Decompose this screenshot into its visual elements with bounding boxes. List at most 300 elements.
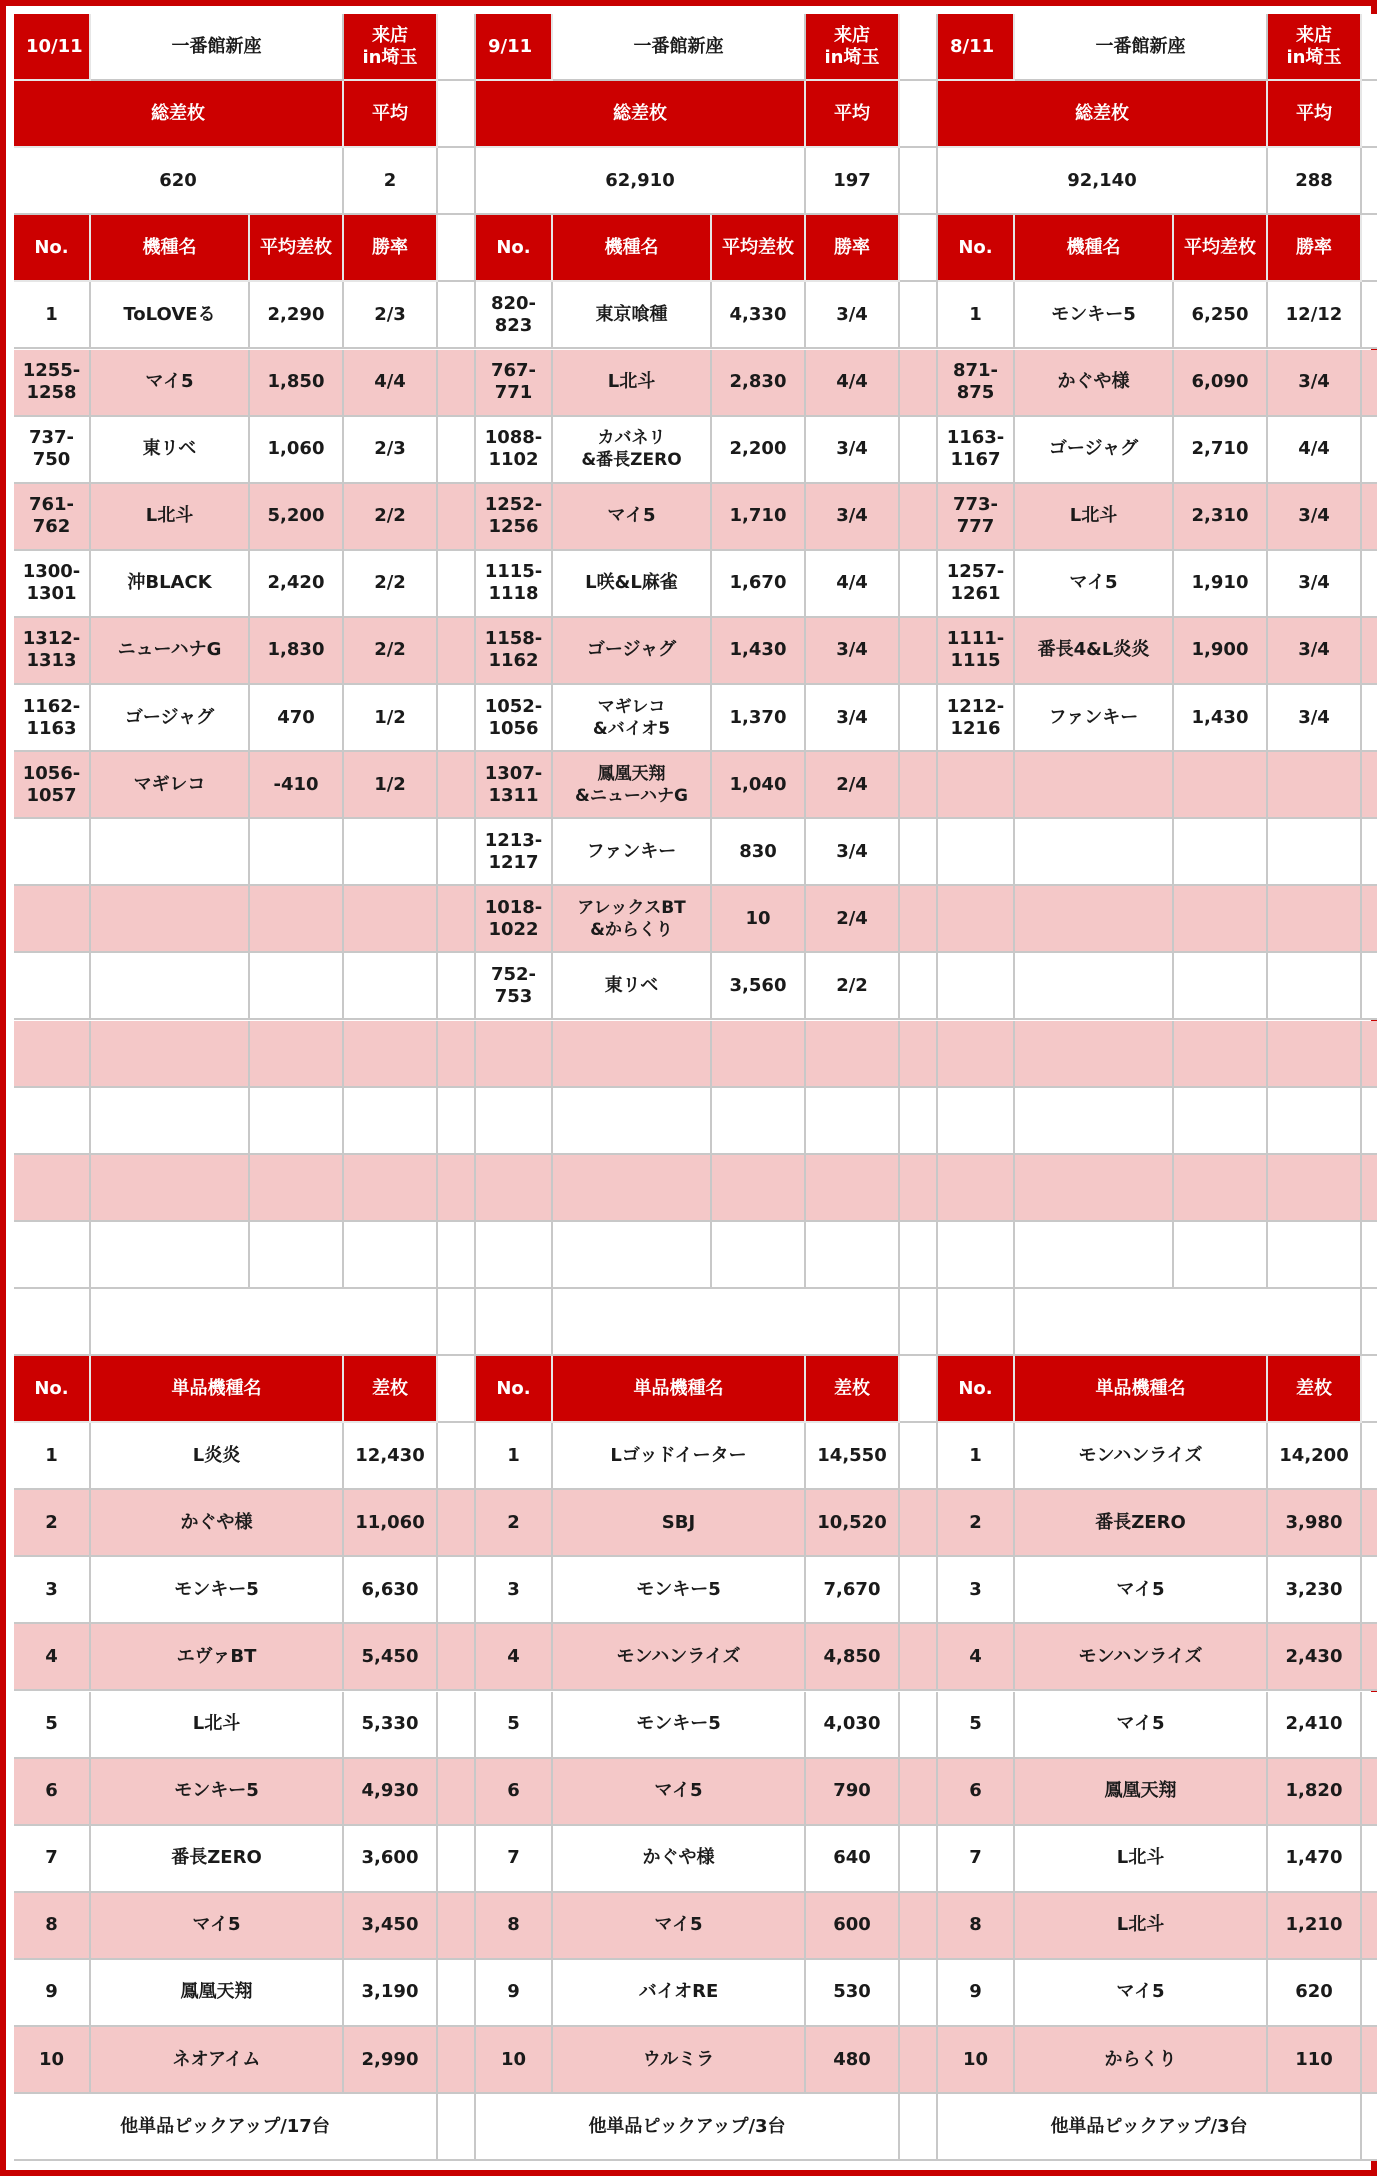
win-rate-header: 勝率	[344, 215, 438, 282]
average-value: 197	[806, 148, 900, 215]
single-diff: 530	[806, 1960, 900, 2027]
single-machine-name: モンハンライズ	[553, 1624, 806, 1691]
machine-avg-diff: 3,560	[712, 953, 806, 1020]
machine-win-rate	[344, 886, 438, 953]
machine-win-rate: 2/3	[344, 282, 438, 349]
spacer-cell	[900, 282, 938, 349]
machine-name: L咲&L麻雀	[553, 551, 712, 618]
single-diff: 640	[806, 1826, 900, 1893]
machine-name: L北斗	[1015, 484, 1174, 551]
spacer-cell	[438, 417, 476, 484]
spacer-cell	[438, 1557, 476, 1624]
machine-avg-diff	[1174, 1222, 1268, 1289]
single-machine-name: マイ5	[553, 1893, 806, 1960]
machine-avg-diff	[250, 1155, 344, 1222]
machine-name: ニューハナG	[91, 618, 250, 685]
machine-no	[938, 1155, 1015, 1222]
machine-win-rate: 2/2	[806, 953, 900, 1020]
machine-name: アレックスBT &からくり	[553, 886, 712, 953]
machine-name: 番長4&L炎炎	[1015, 618, 1174, 685]
machine-no: 1162- 1163	[14, 685, 91, 752]
machine-win-rate: 3/4	[806, 282, 900, 349]
single-diff: 4,030	[806, 1692, 900, 1759]
machine-win-rate: 3/4	[1268, 551, 1362, 618]
machine-name: 沖BLACK	[91, 551, 250, 618]
machine-no	[476, 1155, 553, 1222]
machine-avg-diff	[1174, 1021, 1268, 1088]
single-machine-name: モンキー5	[553, 1557, 806, 1624]
single-rank: 9	[476, 1960, 553, 2027]
spacer-cell	[1362, 148, 1377, 215]
spacer-cell	[1362, 14, 1377, 81]
machine-no	[476, 1021, 553, 1088]
machine-name: ゴージャグ	[91, 685, 250, 752]
spacer-cell	[900, 1557, 938, 1624]
avg-diff-header: 平均差枚	[712, 215, 806, 282]
machine-no	[14, 1088, 91, 1155]
machine-no: 871- 875	[938, 350, 1015, 417]
machine-name	[91, 1155, 250, 1222]
machine-win-rate	[1268, 819, 1362, 886]
machine-avg-diff: 1,670	[712, 551, 806, 618]
spacer-cell	[1362, 1692, 1377, 1759]
machine-name: ファンキー	[1015, 685, 1174, 752]
spacer-cell	[438, 1155, 476, 1222]
machine-name	[1015, 953, 1174, 1020]
table-row-blank	[91, 1289, 438, 1356]
machine-name: マギレコ &バイオ5	[553, 685, 712, 752]
spacer-cell	[1362, 1423, 1377, 1490]
total-diff-label: 総差枚	[476, 81, 806, 148]
machine-no	[938, 953, 1015, 1020]
single-diff: 14,550	[806, 1423, 900, 1490]
single-machine-name: マイ5	[1015, 1557, 1268, 1624]
spacer-cell	[900, 819, 938, 886]
machine-avg-diff: 1,060	[250, 417, 344, 484]
spacer-cell	[1362, 1624, 1377, 1691]
single-rank: 9	[14, 1960, 91, 2027]
machine-name	[1015, 752, 1174, 819]
machine-no: 1163- 1167	[938, 417, 1015, 484]
machine-avg-diff	[1174, 1155, 1268, 1222]
single-diff: 5,330	[344, 1692, 438, 1759]
spacer-cell	[438, 685, 476, 752]
machine-avg-diff: 5,200	[250, 484, 344, 551]
single-rank: 3	[14, 1557, 91, 1624]
single-name-header: 単品機種名	[1015, 1356, 1268, 1423]
machine-name: ゴージャグ	[553, 618, 712, 685]
spacer-cell	[438, 81, 476, 148]
machine-no: 767- 771	[476, 350, 553, 417]
machine-no-header: No.	[476, 215, 553, 282]
single-rank: 1	[938, 1423, 1015, 1490]
single-machine-name: からくり	[1015, 2027, 1268, 2094]
machine-avg-diff	[712, 1222, 806, 1289]
machine-no	[476, 1088, 553, 1155]
store-name: 一番館新座	[553, 14, 806, 81]
single-diff: 2,990	[344, 2027, 438, 2094]
single-rank: 1	[476, 1423, 553, 1490]
average-label: 平均	[1268, 81, 1362, 148]
single-diff: 600	[806, 1893, 900, 1960]
machine-no: 1052- 1056	[476, 685, 553, 752]
spacer-cell	[1362, 1893, 1377, 1960]
machine-win-rate	[1268, 1088, 1362, 1155]
spacer-cell	[438, 1222, 476, 1289]
machine-name-header: 機種名	[91, 215, 250, 282]
spacer-cell	[900, 2027, 938, 2094]
machine-win-rate: 3/4	[1268, 618, 1362, 685]
single-machine-name: L北斗	[91, 1692, 344, 1759]
spacer-cell	[1362, 1557, 1377, 1624]
machine-avg-diff: 830	[712, 819, 806, 886]
machine-no: 1300- 1301	[14, 551, 91, 618]
spacer-cell	[438, 350, 476, 417]
machine-win-rate: 3/4	[806, 618, 900, 685]
machine-avg-diff: 1,710	[712, 484, 806, 551]
average-label: 平均	[806, 81, 900, 148]
machine-avg-diff	[250, 1021, 344, 1088]
single-no-header: No.	[476, 1356, 553, 1423]
table-row-blank	[553, 1289, 900, 1356]
single-diff: 1,820	[1268, 1759, 1362, 1826]
spacer-cell	[900, 1423, 938, 1490]
machine-no	[938, 1021, 1015, 1088]
machine-win-rate: 4/4	[806, 350, 900, 417]
spacer-cell	[438, 2027, 476, 2094]
machine-no: 737- 750	[14, 417, 91, 484]
machine-win-rate: 4/4	[1268, 417, 1362, 484]
single-rank: 2	[938, 1490, 1015, 1557]
spacer-cell	[438, 2094, 476, 2161]
single-diff: 110	[1268, 2027, 1362, 2094]
machine-avg-diff	[1174, 953, 1268, 1020]
spacer-cell	[900, 2094, 938, 2161]
spacer-cell	[900, 1893, 938, 1960]
single-machine-name: 番長ZERO	[91, 1826, 344, 1893]
machine-no: 1252- 1256	[476, 484, 553, 551]
machine-no: 1213- 1217	[476, 819, 553, 886]
table-row-blank	[476, 1289, 553, 1356]
single-diff-header: 差枚	[344, 1356, 438, 1423]
single-rank: 10	[938, 2027, 1015, 2094]
machine-name	[553, 1088, 712, 1155]
spacer-cell	[900, 1692, 938, 1759]
machine-win-rate	[806, 1155, 900, 1222]
machine-no: 1312- 1313	[14, 618, 91, 685]
machine-name: マギレコ	[91, 752, 250, 819]
single-machine-name: Lゴッドイーター	[553, 1423, 806, 1490]
single-rank: 5	[938, 1692, 1015, 1759]
spacer-cell	[1362, 1155, 1377, 1222]
machine-avg-diff: 1,900	[1174, 618, 1268, 685]
single-rank: 5	[476, 1692, 553, 1759]
panel-date: 10/11	[14, 14, 91, 81]
single-rank: 4	[476, 1624, 553, 1691]
table-row-blank	[1015, 1289, 1362, 1356]
machine-win-rate	[344, 953, 438, 1020]
panel-date: 8/11	[938, 14, 1015, 81]
single-diff: 4,850	[806, 1624, 900, 1691]
single-machine-name: L北斗	[1015, 1826, 1268, 1893]
machine-avg-diff: 2,310	[1174, 484, 1268, 551]
single-diff: 790	[806, 1759, 900, 1826]
machine-avg-diff: 2,290	[250, 282, 344, 349]
machine-name-header: 機種名	[553, 215, 712, 282]
single-machine-name: SBJ	[553, 1490, 806, 1557]
single-diff: 3,980	[1268, 1490, 1362, 1557]
machine-win-rate: 2/3	[344, 417, 438, 484]
spacer-cell	[1362, 1289, 1377, 1356]
spacer-cell	[900, 81, 938, 148]
machine-avg-diff: 1,910	[1174, 551, 1268, 618]
spacer-cell	[900, 484, 938, 551]
spacer-cell	[900, 148, 938, 215]
spacer-cell	[900, 953, 938, 1020]
spacer-cell	[438, 282, 476, 349]
machine-name: ゴージャグ	[1015, 417, 1174, 484]
spacer-cell	[900, 1624, 938, 1691]
machine-avg-diff: 1,830	[250, 618, 344, 685]
spacer-cell	[1362, 350, 1377, 417]
total-diff-value: 620	[14, 148, 344, 215]
machine-win-rate: 3/4	[806, 685, 900, 752]
machine-avg-diff	[712, 1021, 806, 1088]
machine-no	[14, 1222, 91, 1289]
single-diff: 2,410	[1268, 1692, 1362, 1759]
spacer-cell	[1362, 81, 1377, 148]
machine-win-rate	[806, 1088, 900, 1155]
single-rank: 7	[476, 1826, 553, 1893]
single-no-header: No.	[938, 1356, 1015, 1423]
machine-win-rate: 3/4	[806, 819, 900, 886]
machine-avg-diff: -410	[250, 752, 344, 819]
machine-win-rate: 2/2	[344, 618, 438, 685]
spacer-cell	[438, 484, 476, 551]
average-label: 平均	[344, 81, 438, 148]
machine-name: 東リベ	[553, 953, 712, 1020]
machine-no: 1056- 1057	[14, 752, 91, 819]
spacer-cell	[900, 1960, 938, 2027]
spacer-cell	[900, 417, 938, 484]
spacer-cell	[1362, 2027, 1377, 2094]
spacer-cell	[438, 215, 476, 282]
machine-name: モンキー5	[1015, 282, 1174, 349]
single-diff: 6,630	[344, 1557, 438, 1624]
single-diff: 1,210	[1268, 1893, 1362, 1960]
spacer-cell	[438, 1759, 476, 1826]
single-machine-name: エヴァBT	[91, 1624, 344, 1691]
machine-name: マイ5	[1015, 551, 1174, 618]
spacer-cell	[438, 1692, 476, 1759]
single-rank: 1	[14, 1423, 91, 1490]
machine-name	[91, 1222, 250, 1289]
machine-name: マイ5	[91, 350, 250, 417]
machine-avg-diff	[250, 819, 344, 886]
spacer-cell	[900, 1021, 938, 1088]
machine-win-rate	[344, 1021, 438, 1088]
spacer-cell	[438, 1826, 476, 1893]
spacer-cell	[900, 618, 938, 685]
spacer-cell	[1362, 2094, 1377, 2161]
single-machine-name: ウルミラ	[553, 2027, 806, 2094]
machine-win-rate: 2/4	[806, 886, 900, 953]
single-diff-header: 差枚	[806, 1356, 900, 1423]
machine-no-header: No.	[938, 215, 1015, 282]
machine-no	[14, 819, 91, 886]
spacer-cell	[438, 1021, 476, 1088]
machine-win-rate: 3/4	[1268, 484, 1362, 551]
spacer-cell	[1362, 819, 1377, 886]
machine-no: 752- 753	[476, 953, 553, 1020]
machine-no	[938, 1222, 1015, 1289]
machine-avg-diff	[1174, 1088, 1268, 1155]
machine-avg-diff	[250, 886, 344, 953]
spacer-cell	[438, 1423, 476, 1490]
spacer-cell	[1362, 1356, 1377, 1423]
machine-win-rate	[1268, 752, 1362, 819]
machine-name	[553, 1155, 712, 1222]
single-rank: 6	[938, 1759, 1015, 1826]
spacer-cell	[1362, 484, 1377, 551]
machine-no	[938, 1088, 1015, 1155]
machine-no	[938, 819, 1015, 886]
spacer-cell	[1362, 417, 1377, 484]
machine-win-rate: 3/4	[806, 417, 900, 484]
single-machine-name: モンハンライズ	[1015, 1624, 1268, 1691]
machine-no: 1	[14, 282, 91, 349]
machine-no: 1158- 1162	[476, 618, 553, 685]
machine-win-rate	[344, 1088, 438, 1155]
machine-avg-diff: 1,430	[712, 618, 806, 685]
machine-name: かぐや様	[1015, 350, 1174, 417]
single-machine-name: ネオアイム	[91, 2027, 344, 2094]
single-name-header: 単品機種名	[553, 1356, 806, 1423]
machine-no: 1	[938, 282, 1015, 349]
machine-no: 1255- 1258	[14, 350, 91, 417]
machine-name	[91, 1021, 250, 1088]
machine-avg-diff: 2,710	[1174, 417, 1268, 484]
single-rank: 7	[938, 1826, 1015, 1893]
machine-avg-diff	[1174, 886, 1268, 953]
machine-avg-diff	[712, 1088, 806, 1155]
machine-no	[14, 1155, 91, 1222]
win-rate-header: 勝率	[1268, 215, 1362, 282]
machine-win-rate	[806, 1021, 900, 1088]
single-rank: 6	[476, 1759, 553, 1826]
spacer-cell	[900, 1759, 938, 1826]
machine-name: 東京喰種	[553, 282, 712, 349]
spacer-cell	[1362, 1826, 1377, 1893]
single-machine-name: モンハンライズ	[1015, 1423, 1268, 1490]
machine-no: 1111- 1115	[938, 618, 1015, 685]
spacer-cell	[1362, 551, 1377, 618]
single-name-header: 単品機種名	[91, 1356, 344, 1423]
single-rank: 4	[14, 1624, 91, 1691]
single-machine-name: マイ5	[553, 1759, 806, 1826]
machine-no: 1212- 1216	[938, 685, 1015, 752]
spacer-cell	[900, 1826, 938, 1893]
spacer-cell	[438, 1624, 476, 1691]
spacer-cell	[900, 1289, 938, 1356]
machine-avg-diff: 1,040	[712, 752, 806, 819]
single-diff: 3,230	[1268, 1557, 1362, 1624]
machine-no-header: No.	[14, 215, 91, 282]
machine-avg-diff: 6,250	[1174, 282, 1268, 349]
machine-name: ToLOVEる	[91, 282, 250, 349]
spacer-cell	[438, 618, 476, 685]
single-machine-name: バイオRE	[553, 1960, 806, 2027]
single-diff: 5,450	[344, 1624, 438, 1691]
machine-avg-diff	[250, 1088, 344, 1155]
machine-win-rate: 3/4	[1268, 685, 1362, 752]
spacer-cell	[438, 819, 476, 886]
machine-name	[1015, 1088, 1174, 1155]
machine-avg-diff	[1174, 752, 1268, 819]
machine-name: マイ5	[553, 484, 712, 551]
store-name: 一番館新座	[1015, 14, 1268, 81]
spacer-cell	[1362, 618, 1377, 685]
spacer-cell	[438, 1490, 476, 1557]
spacer-cell	[1362, 752, 1377, 819]
single-rank: 8	[476, 1893, 553, 1960]
machine-avg-diff: 470	[250, 685, 344, 752]
machine-no	[14, 886, 91, 953]
machine-win-rate: 3/4	[1268, 350, 1362, 417]
single-machine-name: モンキー5	[91, 1557, 344, 1624]
single-rank: 9	[938, 1960, 1015, 2027]
machine-no: 820- 823	[476, 282, 553, 349]
spacer-cell	[900, 1088, 938, 1155]
spacer-cell	[1362, 215, 1377, 282]
total-diff-label: 総差枚	[14, 81, 344, 148]
average-value: 288	[1268, 148, 1362, 215]
single-machine-name: L炎炎	[91, 1423, 344, 1490]
spacer-cell	[1362, 1088, 1377, 1155]
machine-no	[14, 953, 91, 1020]
pickup-note: 他単品ピックアップ/17台	[14, 2094, 438, 2161]
single-diff: 620	[1268, 1960, 1362, 2027]
machine-win-rate	[806, 1222, 900, 1289]
machine-win-rate: 4/4	[806, 551, 900, 618]
spacer-cell	[1362, 1490, 1377, 1557]
machine-no: 1257- 1261	[938, 551, 1015, 618]
spacer-cell	[438, 1289, 476, 1356]
table-row-blank	[938, 1289, 1015, 1356]
machine-win-rate: 4/4	[344, 350, 438, 417]
machine-win-rate: 3/4	[806, 484, 900, 551]
machine-avg-diff: 2,830	[712, 350, 806, 417]
machine-no: 1307- 1311	[476, 752, 553, 819]
panel-date: 9/11	[476, 14, 553, 81]
spacer-cell	[900, 551, 938, 618]
single-machine-name: 鳳凰天翔	[91, 1960, 344, 2027]
visit-badge: 来店 in埼玉	[806, 14, 900, 81]
single-diff: 14,200	[1268, 1423, 1362, 1490]
machine-name: ファンキー	[553, 819, 712, 886]
single-machine-name: モンキー5	[91, 1759, 344, 1826]
machine-no	[938, 752, 1015, 819]
spacer-cell	[900, 1155, 938, 1222]
machine-avg-diff: 10	[712, 886, 806, 953]
machine-name: 東リベ	[91, 417, 250, 484]
spacer-cell	[900, 14, 938, 81]
single-rank: 3	[938, 1557, 1015, 1624]
avg-diff-header: 平均差枚	[250, 215, 344, 282]
single-rank: 10	[476, 2027, 553, 2094]
spacer-cell	[900, 215, 938, 282]
spacer-cell	[438, 148, 476, 215]
